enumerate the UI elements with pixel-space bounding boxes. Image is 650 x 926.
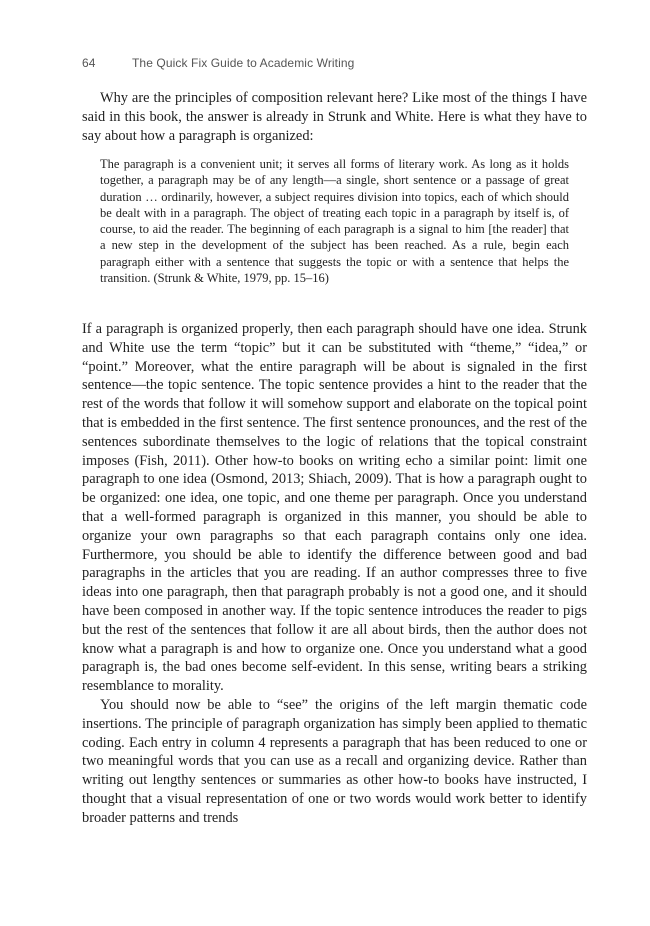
intro-paragraph-block: [82, 89, 587, 145]
block-quote: The paragraph is a convenient unit; it serves all forms of literary work. As long as it holds together, a paragraph may be of any length—a single, short sentence or a passage of great duration … ordinarily, however, a subject requires division into topics, each of which should be dealt with in a paragraph. The object of treating each topic in a paragraph by itself is, of course, to aid the reader. The beginning of each paragraph is a signal to him [the reader] that a new step in the development of the subject has been reached. As a rule, begin each paragraph either with a sentence that suggests the topic or with a sentence that helps the transition. (Strunk & White, 1979, pp. 15–16): [100, 157, 569, 286]
intro-paragraph: Why are the principles of composition relevant here? Like most of the things I have said in this book, the answer is already in Strunk and White. Here is what they have to say about how a paragraph is organized:: [82, 90, 587, 144]
paragraph-2: If a paragraph is organized properly, then each paragraph should have one idea. Strunk and White use the term “topic” but it can be substituted with “theme,” “idea,” or “point.” Moreover, what the entire paragraph will be about is signaled in the first sentence—the topic sentence. The topic sentence provides a hint to the reader that the rest of the words that follow it will somehow support and elaborate on the topical point that is embedded in the first sentence. The first sentence pronounces, and the rest of the sentences subordinate themselves to the logic of relations that the topical constraint imposes (Fish, 2011). Other how-to books on writing echo a similar point: limit one paragraph to one idea (Osmond, 2013; Shiach, 2009). That is how a paragraph ought to be organized: one idea, one topic, and one theme per paragraph. Once you understand that a well-formed paragraph is organized in this manner, you should be able to organize your own paragraphs so that each paragraph contains only one idea. Furthermore, you should be able to identify the difference between good and bad paragraphs in the articles that you are reading. If an author compresses three to five ideas into one paragraph, then that paragraph probably is not a good one, and it should have been composed in another way. If the topic sentence introduces the reader to pigs but the rest of the sentences that follow it are all about birds, then the author does not know what a paragraph is and how to organize one. Once you understand what a good paragraph is, the bad ones become self-evident. In this sense, writing bears a striking resemblance to morality.: [82, 321, 587, 695]
running-title: The Quick Fix Guide to Academic Writing: [132, 56, 355, 70]
main-text: [82, 320, 587, 828]
running-header: [82, 56, 354, 70]
paragraph-3: You should now be able to “see” the origins of the left margin thematic code insertions. The principle of paragraph organization has simply been applied to thematic coding. Each entry in column 4 represents a paragraph that has been reduced to one or two meaningful words that you can use as a recall and organizing device. Rather than writing out lengthy sentences or summaries as other how-to books have instructed, I thought that a visual representation of one or two words would work better to identify broader patterns and trends: [82, 696, 587, 826]
page-number: 64: [82, 56, 96, 70]
